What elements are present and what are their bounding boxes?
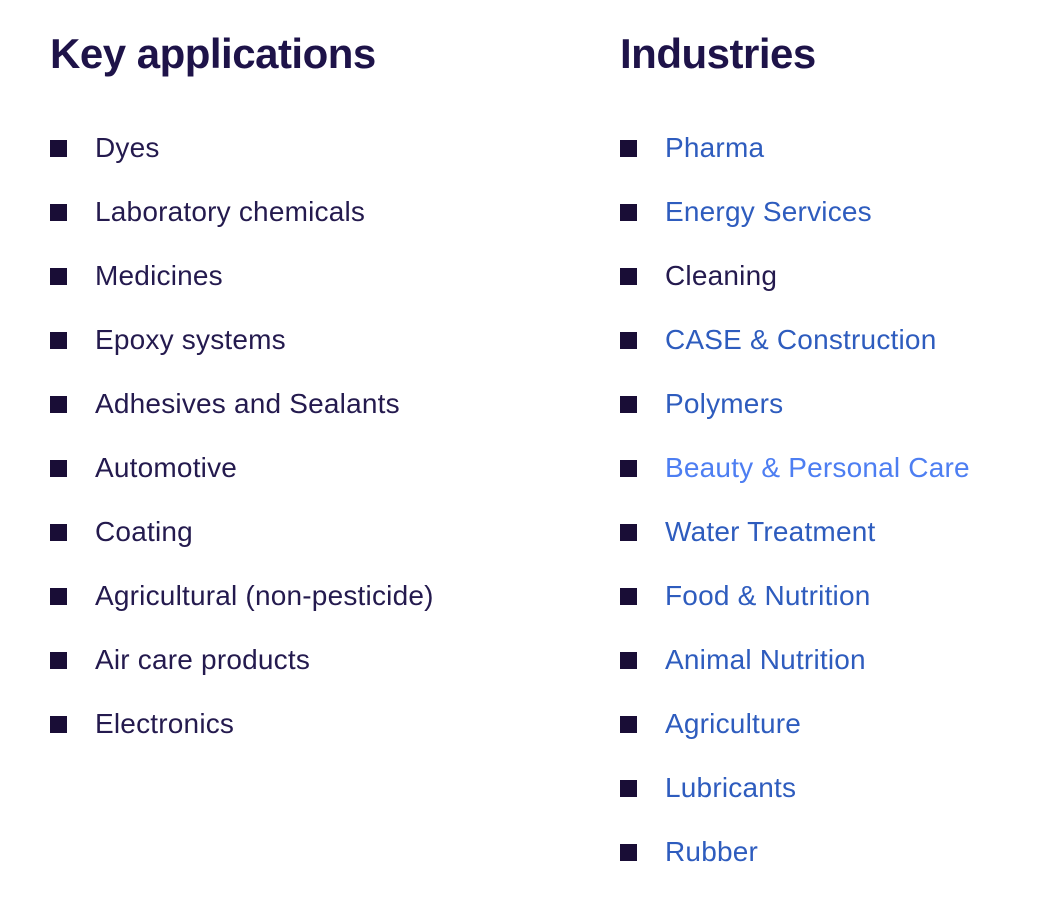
list-item xyxy=(50,130,620,166)
list-item xyxy=(620,386,1052,422)
industry-link[interactable]: Pharma xyxy=(665,132,765,163)
square-bullet-icon xyxy=(620,524,637,541)
list-item xyxy=(620,834,1052,870)
industry-link[interactable]: Water Treatment xyxy=(665,516,876,547)
list-item xyxy=(620,514,1052,550)
item-label: Electronics xyxy=(95,708,235,739)
list-item xyxy=(620,322,1052,358)
square-bullet-icon xyxy=(620,140,637,157)
item-label: Medicines xyxy=(95,260,223,291)
list-item xyxy=(620,706,1052,742)
square-bullet-icon xyxy=(50,460,67,477)
square-bullet-icon xyxy=(50,204,67,221)
key-applications-list xyxy=(50,130,620,742)
industry-link[interactable]: Rubber xyxy=(665,836,759,867)
item-label: Epoxy systems xyxy=(95,324,286,355)
square-bullet-icon xyxy=(620,460,637,477)
list-item xyxy=(50,514,620,550)
square-bullet-icon xyxy=(620,268,637,285)
list-item xyxy=(620,258,1052,294)
item-label: Cleaning xyxy=(665,260,778,291)
industry-link[interactable]: Beauty & Personal Care xyxy=(665,452,970,483)
square-bullet-icon xyxy=(620,588,637,605)
square-bullet-icon xyxy=(620,332,637,349)
square-bullet-icon xyxy=(620,780,637,797)
list-item xyxy=(50,386,620,422)
section-title-industries: Industries xyxy=(620,30,816,77)
list-item xyxy=(620,578,1052,614)
square-bullet-icon xyxy=(50,396,67,413)
list-item xyxy=(620,130,1052,166)
industry-link[interactable]: Food & Nutrition xyxy=(665,580,871,611)
section-title-key-applications: Key applications xyxy=(50,30,376,77)
industry-link[interactable]: Polymers xyxy=(665,388,784,419)
square-bullet-icon xyxy=(50,588,67,605)
industry-link[interactable]: Lubricants xyxy=(665,772,797,803)
item-label: Laboratory chemicals xyxy=(95,196,366,227)
square-bullet-icon xyxy=(620,652,637,669)
column-industries xyxy=(620,20,1052,898)
list-item xyxy=(50,578,620,614)
square-bullet-icon xyxy=(50,652,67,669)
square-bullet-icon xyxy=(50,332,67,349)
square-bullet-icon xyxy=(620,396,637,413)
industry-link[interactable]: Agriculture xyxy=(665,708,802,739)
industries-list xyxy=(620,130,1052,870)
square-bullet-icon xyxy=(50,524,67,541)
list-item xyxy=(620,642,1052,678)
list-item xyxy=(620,450,1052,486)
item-label: Agricultural (non-pesticide) xyxy=(95,580,434,611)
industry-link[interactable]: Animal Nutrition xyxy=(665,644,866,675)
industry-link[interactable]: Energy Services xyxy=(665,196,872,227)
square-bullet-icon xyxy=(620,204,637,221)
item-label: Adhesives and Sealants xyxy=(95,388,400,419)
list-item xyxy=(50,194,620,230)
column-key-applications xyxy=(50,20,620,898)
list-item xyxy=(620,194,1052,230)
list-item xyxy=(50,322,620,358)
item-label: Coating xyxy=(95,516,193,547)
square-bullet-icon xyxy=(50,268,67,285)
square-bullet-icon xyxy=(620,844,637,861)
list-item xyxy=(50,642,620,678)
list-item xyxy=(50,450,620,486)
square-bullet-icon xyxy=(50,716,67,733)
list-item xyxy=(620,770,1052,806)
item-label: Air care products xyxy=(95,644,311,675)
square-bullet-icon xyxy=(620,716,637,733)
list-item xyxy=(50,258,620,294)
industry-link[interactable]: CASE & Construction xyxy=(665,324,937,355)
list-item xyxy=(50,706,620,742)
square-bullet-icon xyxy=(50,140,67,157)
item-label: Dyes xyxy=(95,132,160,163)
item-label: Automotive xyxy=(95,452,238,483)
